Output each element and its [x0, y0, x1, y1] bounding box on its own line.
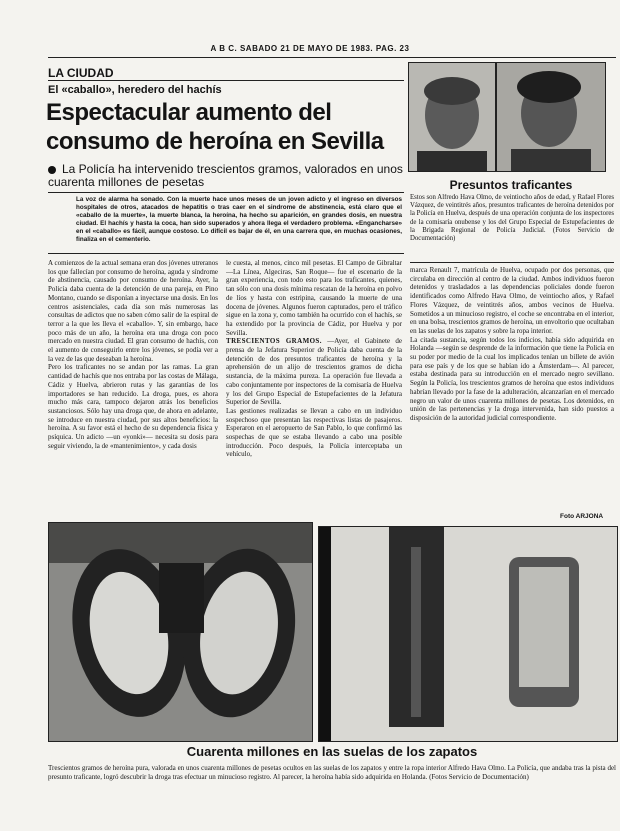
column-2-paragraph-1: le cuesta, al menos, cinco mil pesetas. El Campo de Gibraltar —La Línea, Algeciras, San Roque— fue el escenario de la gran experiencia, con todo esto para los traficantes, quienes, tan sólo con una dosis mínima rescatan de la heroína en polvo de líos y hasta con estripina, causando la muerte de una docena de jóvenes. Algunos fueron capturados, pero el tráfico sigue en la zona y, como también ha ocurrido con el hachís, se ha extendido por la provincia de Cádiz, por Huelva y por Sevilla.	[226, 259, 402, 337]
article-column-3	[410, 266, 614, 510]
column-1-paragraph-2: Pero los traficantes no se andan por las ramas. La gran cantidad de hachís que nos entraba por las costas de Málaga, Cádiz y Huelva, abrieron rutas y las garantías de los importadores se han reducido. La droga, pues, es ahora mucho más cara, tampoco dejaron atrás los beneficios sustanciosos. Sólo hay una droga que, de ahora en adelante, se introduce en nuestra ciudad, por sus altos beneficios: la heroína. A su favor está el hecho de su dependencia física y psíquica. Un adicto —un «yonki»— necesita su dosis para seguir viviendo, la de «mantenimiento», y cada dosis	[48, 363, 218, 450]
column-3-paragraph-2: La citada sustancia, según todos los indicios, había sido adquirida en Holanda —según se desprende de la información que tiene la Policía en su poder por medio de la cual los implicados tenían un billete de avión para ese país y de los que se habían ido a Ámsterdam—. Al parecer, estaba destinada para su introducción en el mercado negro sevillano. Según la Policía, los trescientos gramos de heroína que estos individuos habrían llevado por la fase de la adulteración, alcanzarían en el mercado negro un valor de unos cuarenta millones de pesetas. Los detenidos, en unión de las pertenencias y la droga intervenida, han sido puestos a disposición de la autoridad judicial correspondiente.	[410, 335, 614, 422]
portrait-photo-right	[496, 62, 606, 172]
column-2-paragraph-2	[226, 337, 402, 407]
portrait-right-image	[497, 63, 605, 171]
article-column-1	[48, 259, 218, 519]
column-2-paragraph-3: Las gestiones realizadas se llevan a cabo en un individuo sospechoso que presentan las respectivas listas de pasajeros. Esperaron en el aeropuerto de San Pablo, lo que confirmó las sospechas de que se estaba llevando a cabo una posible introducción. Poco después, la Policía interceptaba un vehículo,	[226, 406, 402, 459]
clothing-photo	[318, 526, 618, 742]
lead-bottom-rule	[48, 253, 404, 254]
shoes-title: Cuarenta millones en las suelas de los zapatos	[186, 744, 478, 759]
subheading: TRESCIENTOS GRAMOS.	[226, 337, 322, 346]
section-label: LA CIUDAD	[48, 66, 114, 80]
photo-credit: Foto ARJONA	[560, 513, 604, 520]
shoes-image	[49, 523, 312, 741]
portrait-photo-left	[408, 62, 496, 172]
traffickers-caption: Estos son Alfredo Hava Olmo, de veintiocho años de edad, y Rafael Flores Vázquez, de veintitrés años, presuntos traficantes de heroína detenidos por la Policía en Huelva, después de una operación conjunta de los inspectores de la comisaría onubense y los del Grupo Especial de Estupefacientes de la Brigada Regional de Policía Judicial. (Fotos Servicio de Documentación)	[410, 194, 614, 243]
bullet-icon	[48, 166, 56, 174]
section-rule	[48, 80, 404, 81]
column-3-paragraph-1: marca Renault 7, matrícula de Huelva, ocupado por dos personas, que circulaba en dirección al centro de la ciudad. Ambos individuos fueron detenidos y trasladados a las dependencias policiales donde fueron identificados como Alfredo Hava Olmo, de veintiocho años, y Rafael Flores Vázquez, de veintitrés años, ambos vecinos de Huelva. Sometidos a un minucioso registro, el coche se encontraba en el interior, en una bolsa, trescientos gramos de heroína, un envoltorio que ocultaban en las suelas de los zapatos y sobre la ropa interior.	[410, 266, 614, 335]
article-column-2	[226, 259, 402, 519]
deck-text: La Policía ha intervenido trescientos gramos, valorados en unos cuarenta millones de pesetas	[48, 162, 403, 189]
lead-paragraph: La voz de alarma ha sonado. Con la muerte hace unos meses de un joven adicto y el ingreso en diversos hospitales de otros, atacados de hepatitis o tras caer en el sindrome de abstinencia, está claro que el «caballo de la muerte», la muerte blanca, la heroína, ha hecho su aparición, en grandes dosis, en nuestra ciudad. El hachís y hasta la coca, han sido superados y ahora llega el verdadero problema. «Engancharse» en el «caballo» es fácil, aunque costoso. Lo difícil es bajar de él, en una carrera que, en muchas ocasiones, finaliza en el cementerio.	[76, 196, 402, 244]
deck	[48, 163, 404, 189]
column-2-paragraph-2-text: —Ayer, el Gabinete de prensa de la Jefatura Superior de Policía daba cuenta de la detención de dos presuntos traficantes de heroína y la aprehensión de un alijo de trescientos gramos de dicha sustancia, de la máxima pureza. La operación fue llevada a cabo conjuntamente por inspectores de la comisaría de Huelva y los del Grupo Especial de Estupefacientes de la Jefatura Superior de Sevilla.	[226, 337, 402, 407]
traffickers-title: Presuntos traficantes	[449, 178, 573, 192]
page-header: A B C. SABADO 21 DE MAYO DE 1983. PAG. 23	[210, 44, 410, 53]
column-1-paragraph-1: A comienzos de la actual semana eran dos jóvenes utreranos los que fallecían por consumo de heroína, aguda y síndrome de abstinencia, causado por consumo de heroína. Ayer, la Policía daba cuenta de la detención de una pareja, en Pino Montano, cuando se disponían a inyectarse una dosis. En los centros asistenciales, cada día son más numerosas las consultas de adictos que no saben cómo salir de la espiral de terror a la que les lleva el «caballo». Y, sin embargo, hace poco más de un año, la heroína era una droga con poco mercado en nuestra ciudad. El gran consumo de hachís, con el aumento de conseguirlo entre los jóvenes, se podía ver a la vez de las que deseaban la heroína.	[48, 259, 218, 363]
portrait-left-image	[409, 63, 495, 171]
headline: Espectacular aumento del consumo de heroína en Sevilla	[46, 99, 384, 155]
kicker: El «caballo», heredero del hachís	[48, 84, 222, 96]
header-rule	[48, 57, 616, 58]
shoes-caption: Trescientos gramos de heroína pura, valorada en unos cuarenta millones de pesetas ocultos en las suelas de los zapatos y entre la ropa interior Alfredo Hava Olmo. La Policía, que andaba tras la pista del presunto traficante, logró descubrir la droga tras efectuar un minucioso registro. Al parecer, la heroína había sido adquirida en Holanda. (Fotos Servicio de Documentación)	[48, 764, 616, 781]
traffickers-rule	[410, 262, 614, 263]
clothing-image	[319, 527, 617, 741]
lead-top-rule	[48, 192, 404, 193]
shoes-photo	[48, 522, 313, 742]
